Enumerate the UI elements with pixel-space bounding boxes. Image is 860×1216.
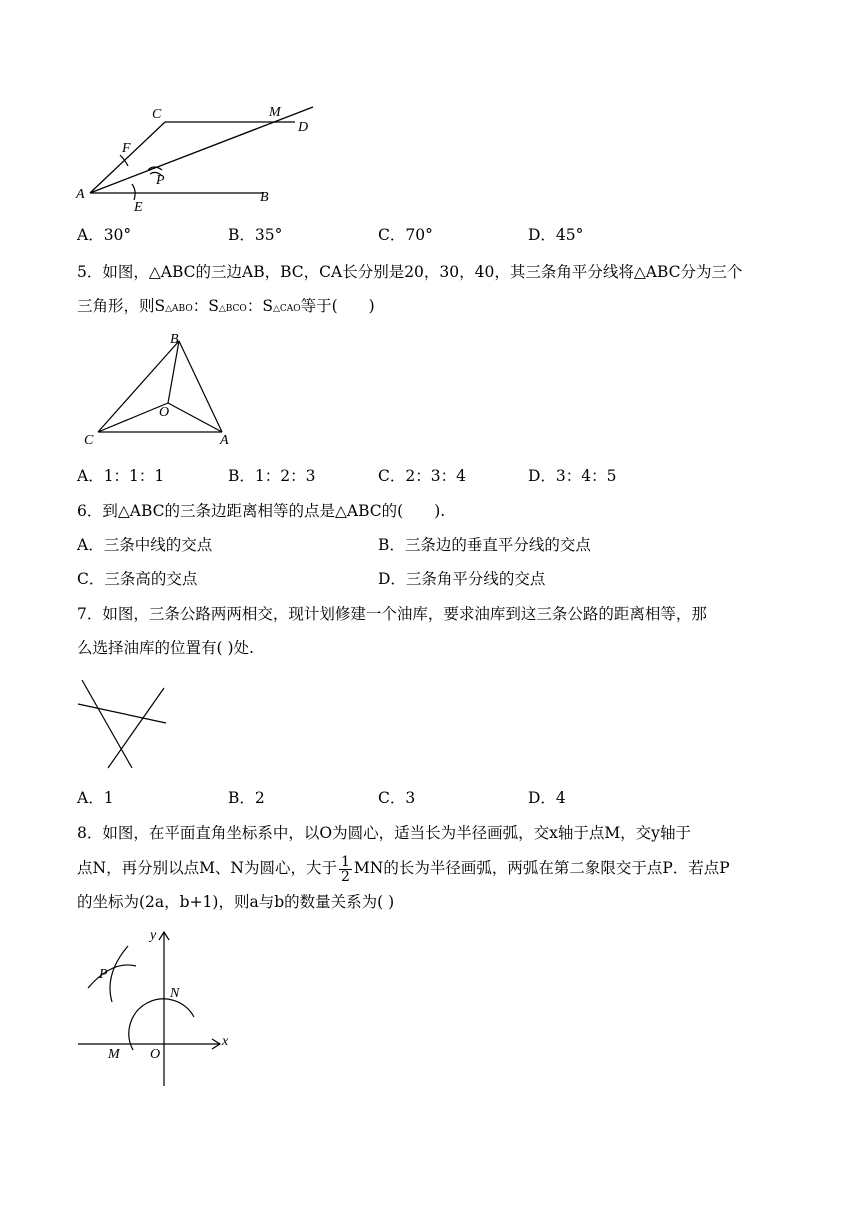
q5-figure xyxy=(80,328,250,453)
q7-option-a: A．1 xyxy=(77,789,114,807)
q5-sep1: ：S xyxy=(192,297,219,315)
q4-figure xyxy=(70,100,330,215)
q4-option-c: C．70° xyxy=(378,226,433,244)
q5-sub-bco: △BCO xyxy=(218,304,247,314)
q5-label-A: A xyxy=(220,433,229,448)
q8-stem-line2 xyxy=(77,852,730,884)
q8-stem-line1: 8．如图，在平面直角坐标系中，以O为圆心，适当长为半径画弧，交x轴于点M，交y轴于 xyxy=(77,824,691,842)
q5-option-d: D．3：4：5 xyxy=(528,467,617,485)
q8-stem-text-a: 点N，再分别以点M、N为圆心，大于 xyxy=(77,859,337,877)
q4-label-F: F xyxy=(122,141,131,156)
q5-stem-line2 xyxy=(77,296,375,319)
q8-frac-den: 2 xyxy=(341,868,350,885)
q7-option-b: B．2 xyxy=(228,789,265,807)
q7-stem-line1: 7．如图，三条公路两两相交，现计划修建一个油库，要求油库到这三条公路的距离相等，那 xyxy=(77,605,707,623)
q5-sub-abo: △ABO xyxy=(165,304,193,314)
q6-option-a: A．三条中线的交点 xyxy=(77,536,213,554)
q4-label-D: D xyxy=(298,120,309,135)
q8-fraction xyxy=(339,855,352,884)
q6-option-c: C．三条高的交点 xyxy=(77,570,198,588)
q8-figure xyxy=(74,922,244,1092)
q7-figure xyxy=(74,674,174,774)
q5-option-a: A．1：1：1 xyxy=(77,467,165,485)
q4-label-A: A xyxy=(76,187,85,202)
q5-label-B: B xyxy=(170,332,179,347)
q5-option-c: C．2：3：4 xyxy=(378,467,466,485)
q4-label-E: E xyxy=(134,200,143,215)
q5-label-O: O xyxy=(159,405,170,420)
q6-option-d: D．三条角平分线的交点 xyxy=(378,570,546,588)
q5-stem-text-b: 等于( ) xyxy=(300,297,375,315)
q4-label-P: P xyxy=(156,173,165,188)
q7-option-c: C．3 xyxy=(378,789,416,807)
q4-option-b: B．35° xyxy=(228,226,283,244)
q8-label-y: y xyxy=(150,928,157,943)
q5-label-C: C xyxy=(84,433,94,448)
q5-option-b: B．1：2：3 xyxy=(228,467,316,485)
q6-option-b: B．三条边的垂直平分线的交点 xyxy=(378,536,591,554)
q4-label-B: B xyxy=(260,190,269,205)
q5-sub-cao: △CAO xyxy=(272,304,301,314)
q5-stem-line1: 5．如图，△ABC的三边AB，BC，CA长分别是20，30，40，其三条角平分线将△ABC分为三个 xyxy=(77,263,743,281)
q8-label-M: M xyxy=(108,1047,120,1062)
q7-stem-line2: 么选择油库的位置有( )处. xyxy=(77,639,254,657)
q4-label-C: C xyxy=(152,107,162,122)
q8-frac-num: 1 xyxy=(341,853,350,870)
q8-label-N: N xyxy=(170,986,180,1001)
q4-option-d: D．45° xyxy=(528,226,584,244)
q6-stem: 6．到△ABC的三条边距离相等的点是△ABC的( ). xyxy=(77,502,446,520)
q8-stem-text-b: MN的长为半径画弧，两弧在第二象限交于点P．若点P xyxy=(353,859,730,877)
q7-option-d: D．4 xyxy=(528,789,566,807)
q8-label-x: x xyxy=(222,1034,229,1049)
q5-stem-text-a: 三角形，则S xyxy=(77,297,166,315)
q8-label-P: P xyxy=(99,967,108,982)
q4-label-M: M xyxy=(269,105,281,120)
q8-label-O: O xyxy=(150,1047,161,1062)
q4-option-a: A．30° xyxy=(77,226,132,244)
q5-sep2: ：S xyxy=(246,297,273,315)
q8-stem-line3: 的坐标为(2a，b+1)，则a与b的数量关系为( ) xyxy=(77,893,395,911)
